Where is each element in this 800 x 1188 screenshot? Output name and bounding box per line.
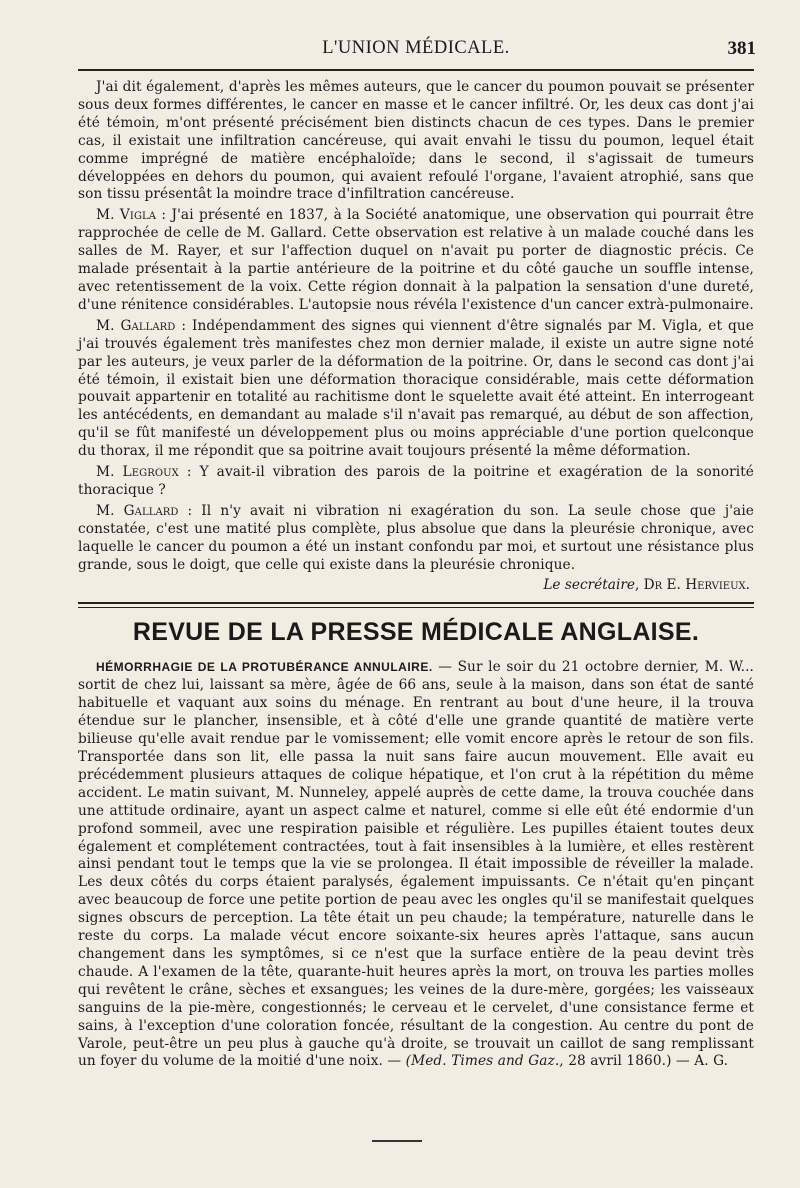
article-initials: — A. G. — [671, 1053, 729, 1070]
speaker-legroux: M. Legroux — [96, 464, 179, 481]
section-title: REVUE DE LA PRESSE MÉDICALE ANGLAISE. — [132, 618, 700, 647]
signature-role: Le secrétaire — [543, 577, 635, 594]
paragraph-vigla — [78, 207, 754, 314]
speaker-gallard-2: M. Gallard — [96, 502, 179, 519]
journal-title: L'UNION MÉDICALE. — [322, 38, 510, 58]
section-divider — [78, 602, 754, 608]
paragraph-hemorrhage — [78, 659, 754, 1071]
signature-name: , Dr E. Hervieux. — [634, 577, 750, 594]
paragraph-gallard-2 — [78, 503, 754, 575]
running-head — [78, 36, 754, 66]
article-citation-date: , 28 avril 1860.) — [559, 1053, 672, 1070]
paragraph-legroux — [78, 464, 754, 500]
page — [78, 36, 754, 1071]
article-lead-in: HÉMORRHAGIE DE LA PROTUBÉRANCE ANNULAIRE. — [96, 660, 433, 675]
article-body: — Sur le soir du 21 octobre dernier, M. W... sortit de chez lui, laissant sa mère, âgée de 66 ans, seule à la maison, dans son état de santé habituelle et vaquant aux soins du ménage. En rentrant au bout d'une heure, il la trouva étendue sur le plancher, insensible, et à côté d'elle une grande quantité de matière verte bilieuse qu'elle avait rendue par le vomissement; elle vomit encore après le retour de son fils. Transportée dans son lit, elle passa la nuit sans faire aucun mouvement. Elle avait eu précédemment plusieurs attaques de colique hépatique, et l'on crut à la répétition du même accident. Le matin suivant, M. Nunneley, appelé auprès de cette dame, la trouva couchée dans une attitude ordinaire, ayant un aspect calme et naturel, comme si elle eût été endormie d'un profond sommeil, avec une respiration paisible et régulière. Les pupilles étaient toutes deux également et complétement contractées, tout à fait insensibles à la lumière, et elles restèrent ainsi pendant tout le temps que la vie se prolongea. Il était impossible de réveiller la malade. Les deux côtés du corps étaient paralysés, également impuissants. Ce n'était qu'en pinçant avec beaucoup de force une petite portion de peau avec les ongles qu'il se manifestait quelques signes obscurs de perception. La tête était un peu chaude; la température, naturelle dans le reste du corps. La malade vécut encore soixante-six heures après l'attaque, sans aucun changement dans les symptômes, si ce n'est que la surface entière de la peau devint très chaude. A l'examen de la tête, quarante-huit heures après la mort, on trouva les parties molles qui revêtent le crâne, sèches et exsangues; les veines de la dure-mère, gorgées; les vaisseaux sanguins de la pie-mère, congestionnés; le cerveau et le cervelet, d'une consistance ferme et sains, à l'exception d'une coloration foncée, résultant de la congestion. Au centre du pont de Varole, peut-être un peu plus à gauche qu'à droite, se trouvait un caillot de sang remplissant un foyer du volume de la moitié d'une noix. — — [78, 659, 754, 1070]
text-gallard-1: : Indépendamment des signes qui viennent d'être signalés par M. Vigla, et que j'ai trouvés également très manifestes chez mon dernier malade, il existe un autre signe noté par les auteurs, je veux parler de la déformation de la poitrine. Or, dans le second cas dont j'ai été témoin, il existait bien une déformation thoracique considérable, mais cette déformation pouvait appartenir en totalité au rachitisme dont le squelette avait été atteint. En interrogeant les antécédents, en demandant au malade s'il n'avait pas remarqué, au début de son affection, qu'il se fût manifesté un développement plus ou moins appréciable d'une portion quelconque du thorax, il me répondit que sa poitrine avait toujours présenté la même déformation. — [78, 317, 754, 460]
text-vigla: : J'ai présenté en 1837, à la Société anatomique, une observation qui pourrait être rapprochée de celle de M. Gallard. Cette observation est relative à un malade couché dans les salles de M. Rayer, et sur l'affection duquel on n'avait pu porter de diagnostic précis. Ce malade présentait à la partie antérieure de la poitrine et du côté gauche un souffle intense, avec retentissement de la voix. Cette région donnait à la palpation la sensation d'une dureté, d'une rénitence considérables. L'autopsie nous révéla l'existence d'un cancer extrà-pulmonaire. — [78, 207, 754, 313]
paragraph-gallard-1 — [78, 318, 754, 461]
speaker-vigla: M. Vigla — [96, 207, 157, 224]
paragraph-cancer-forms: J'ai dit également, d'après les mêmes auteurs, que le cancer du poumon pouvait se présenter sous deux formes différentes, le cancer en masse et le cancer infiltré. Or, les deux cas dont j'ai été témoin, m'ont présenté précisément bien distincts chacun de ces types. Dans le premier cas, il existait une infiltration cancéreuse, qui avait envahi le tissu du poumon, lequel était comme imprégné de matière encéphaloïde; dans le second, il s'agissait de tumeurs développées en dehors du poumon, qui avaient refoulé l'organe, l'avaient atrophié, sans que son tissu présentât la moindre trace d'infiltration cancéreuse. — [78, 79, 754, 203]
text-gallard-2: : Il n'y avait ni vibration ni exagération du son. La seule chose que j'aie constatée, c'est une matité plus complète, plus absolue que dans la pleurésie chronique, avec laquelle le cancer du poumon a été un instant confondu par moi, et surtout une résistance plus grande, sous le doigt, que celle qui existe dans la pleurésie chronique. — [78, 502, 754, 573]
header-rule — [78, 69, 754, 71]
secretary-signature — [78, 576, 750, 594]
page-number: 381 — [727, 38, 756, 59]
footer-rule — [372, 1140, 422, 1142]
text-legroux: : Y avait-il vibration des parois de la poitrine et exagération de la sonorité thoracique ? — [78, 464, 754, 498]
article-citation: (Med. Times and Gaz. — [405, 1053, 560, 1070]
speaker-gallard: M. Gallard — [96, 317, 176, 334]
